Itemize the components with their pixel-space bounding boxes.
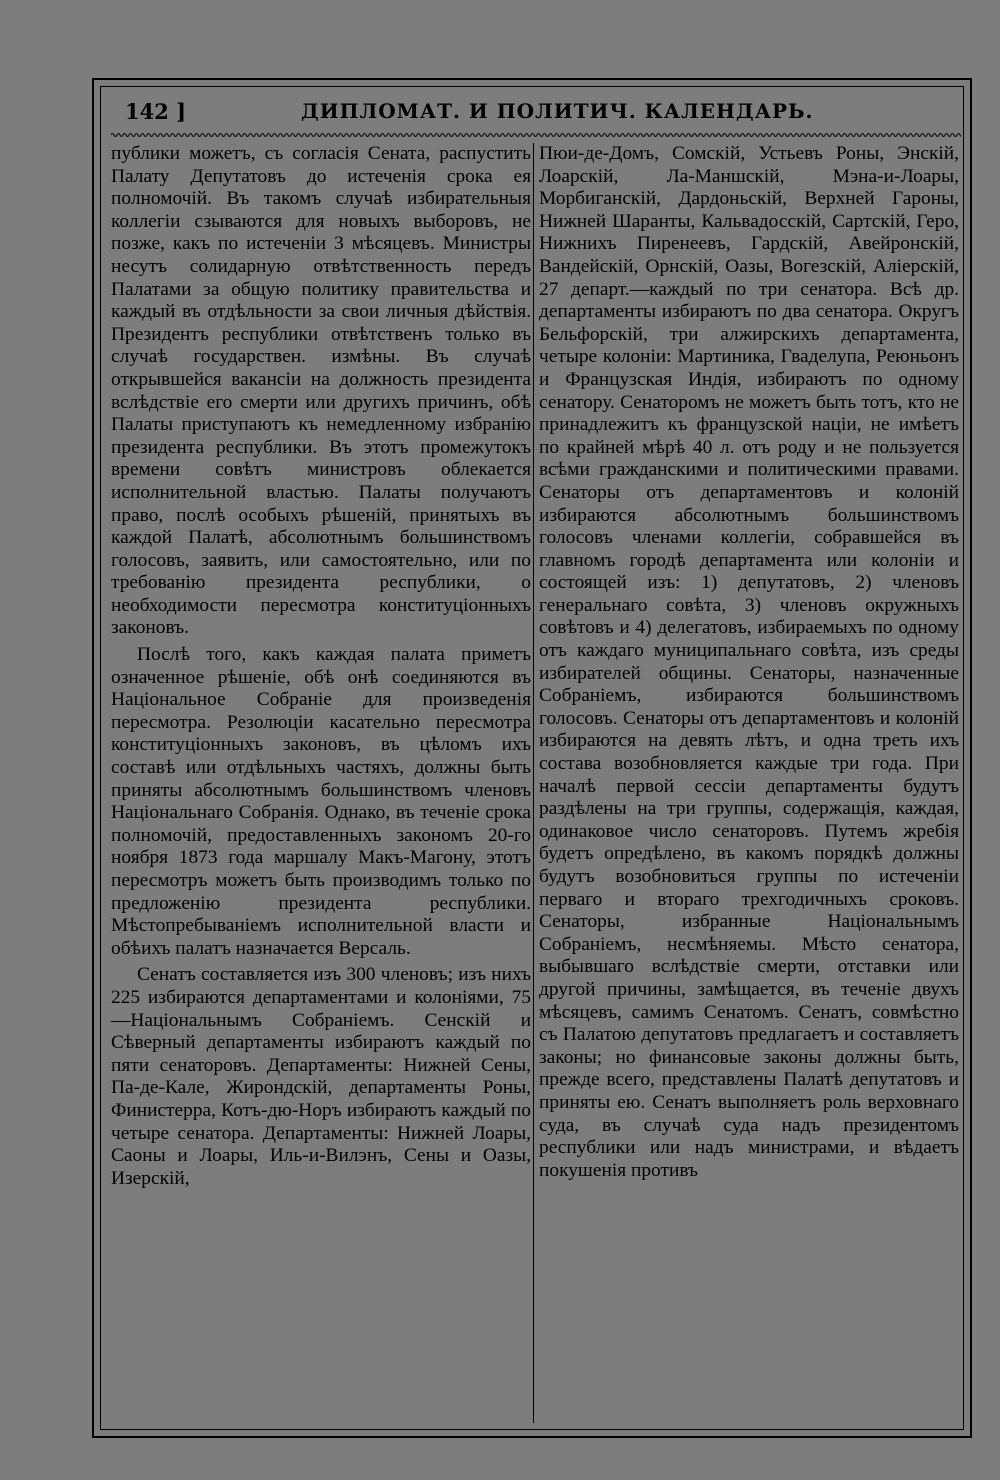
page-frame — [100, 86, 964, 1430]
right-column — [539, 143, 959, 1421]
left-paragraph-2: Послѣ того, какъ каждая палата приметъ означенное рѣшеніе, обѣ онѣ соединяются въ Національное Собраніе для произведенія пересмотра. Резолюціи касательно пересмотра конституціонныхъ законовъ, въ цѣломъ ихъ составѣ или отдѣльныхъ частяхъ, должны быть приняты абсолютнымъ большинствомъ членовъ Національнаго Собранія. Однако, въ теченіе срока полномочій, предоставленныхъ закономъ 20-го ноября 1873 года маршалу Макъ-Магону, этотъ пересмотръ можетъ быть производимъ только по предложенію президента республики. Мѣстопребываніемъ исполнительной власти и обѣихъ палатъ назначается Версаль. — [111, 644, 531, 959]
page-header — [101, 87, 963, 131]
wavy-rule — [111, 131, 961, 139]
column-divider — [533, 143, 534, 1423]
page-number: 142 ] — [125, 99, 187, 124]
book-page — [92, 78, 972, 1438]
left-column — [111, 143, 531, 1421]
left-paragraph-1: публики можетъ, съ согласія Сената, распустить Палату Депутатовъ до истеченія срока ея полномочій. Въ такомъ случаѣ избирательныя коллегіи сзываются для новыхъ выборовъ, не позже, какъ по истеченіи 3 мѣсяцевъ. Министры несутъ солидарную отвѣтственность передъ Палатами за общую политику правительства и каждый въ отдѣльности за свои личныя дѣйствія. Президентъ республики отвѣтственъ только въ случаѣ государствен. измѣны. Въ случаѣ открывшейся вакансіи на должность президента вслѣдствіе его смерти или другихъ причинъ, обѣ Палаты приступаютъ къ немедленному избранію президента республики. Въ этотъ промежутокъ времени совѣтъ министровъ облекается исполнительной властью. Палаты получаютъ право, послѣ особыхъ рѣшеній, принятыхъ въ каждой Палатѣ, абсолютнымъ большинствомъ голосовъ, заявить, или самостоятельно, или по требованію президента республики, о необходимости пересмотра конституціонныхъ законовъ. — [111, 143, 531, 639]
right-paragraph-1: Пюи-де-Домъ, Сомскій, Устьевъ Роны, Энскій, Лоарскій, Ла-Маншскій, Мэна-и-Лоары, Морбиганскій, Дардоньскій, Верхней Гароны, Нижней Шаранты, Кальвадосскій, Сартскій, Геро, Нижнихъ Пиренеевъ, Гардскій, Авейронскій, Вандейскій, Орнскій, Оазы, Вогезскій, Аліерскій, 27 департ.—каждый по три сенатора. Всѣ др. департаменты избираютъ по два сенатора. Округъ Бельфорскій, три алжирскихъ департамента, четыре колоніи: Мартиника, Гваделупа, Реюньонъ и Французская Индія, избираютъ по одному сенатору. Сенаторомъ не можетъ быть тотъ, кто не принадлежитъ къ французской націи, не имѣетъ по крайней мѣрѣ 40 л. отъ роду и не пользуется всѣми гражданскими и политическими правами. Сенаторы отъ департаментовъ и колоній избираются абсолютнымъ большинствомъ голосовъ членами коллегіи, собравшейся въ главномъ городѣ департамента или колоніи и состоящей изъ: 1) депутатовъ, 2) членовъ генеральнаго совѣта, 3) членовъ окружныхъ совѣтовъ и 4) делегатовъ, избираемыхъ по одному отъ каждаго муниципальнаго совѣта, изъ среды избирателей общины. Сенаторы, назначенные Собраніемъ, избираются большинствомъ голосовъ. Сенаторы отъ департаментовъ и колоній избираются на девять лѣтъ, и одна треть ихъ состава возобновляется каждые три года. При началѣ первой сессіи департаменты будутъ раздѣлены на три группы, содержащія, каждая, одинаковое число сенаторовъ. Путемъ жребія будетъ опредѣлено, въ какомъ порядкѣ должны будутъ возобновиться группы по истеченіи перваго и втораго трехгодичныхъ сроковъ. Сенаторы, избранные Національнымъ Собраніемъ, несмѣняемы. Мѣсто сенатора, выбывшаго вслѣдствіе смерти, отставки или другой причины, замѣщается, въ теченіе двухъ мѣсяцевъ, самимъ Сенатомъ. Сенатъ, совмѣстно съ Палатою депутатовъ предлагаетъ и составляетъ законы; но финансовые законы должны быть, прежде всего, представлены Палатѣ депутатовъ и приняты ею. Сенатъ выполняетъ роль верховнаго суда, въ случаѣ суда надъ президентомъ республики или надъ министрами, и вѣдаетъ покушенія противъ — [539, 143, 959, 1181]
left-paragraph-3: Сенатъ составляется изъ 300 членовъ; изъ нихъ 225 избираются департаментами и колоніями, 75—Національнымъ Собраніемъ. Сенскій и Сѣверный департаменты избираютъ каждый по пяти сенаторовъ. Департаменты: Нижней Сены, Па-де-Кале, Жирондскій, департаменты Роны, Финистерра, Котъ-дю-Норъ избираютъ каждый по четыре сенатора. Департаменты: Нижней Лоары, Саоны и Лоары, Иль-и-Вилэнъ, Сены и Оазы, Изерскій, — [111, 964, 531, 1189]
running-title: ДИПЛОМАТ. И ПОЛИТИЧ. КАЛЕНДАРЬ. — [301, 99, 814, 123]
